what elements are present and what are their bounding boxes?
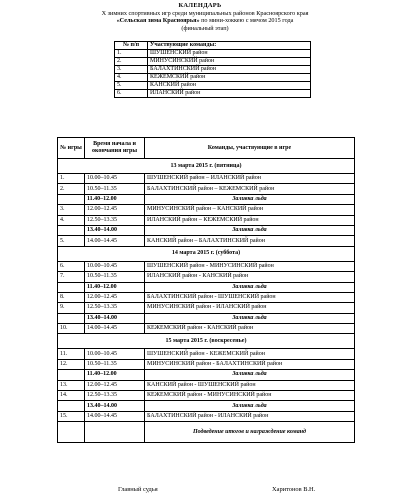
game-time: 10.00–10.45	[85, 174, 145, 184]
game-number: 12.	[58, 359, 85, 369]
ice-break-row	[58, 401, 355, 411]
teams-row	[115, 58, 311, 66]
game-time: 10.50–11.35	[85, 184, 145, 194]
teams-col-teams: Участвующие команды:	[148, 42, 311, 50]
teams-table-header	[115, 42, 311, 50]
game-row	[58, 215, 355, 225]
game-time: 10.00–10.45	[85, 349, 145, 359]
teams-row	[115, 66, 311, 74]
game-time: 11.40–12.00	[85, 194, 145, 204]
team-number: 1.	[115, 50, 148, 58]
team-name: ШУШЕНСКИЙ район	[148, 50, 311, 58]
game-row	[58, 174, 355, 184]
game-number	[58, 401, 85, 411]
intro-line-1: X зимних спортивных игр среди муниципальных районов Красноярского края	[101, 10, 309, 17]
game-number: 8.	[58, 292, 85, 302]
game-time: 13.40–14.00	[85, 313, 145, 323]
ice-break-row	[58, 225, 355, 235]
game-time: 12.00–12.45	[85, 380, 145, 390]
game-teams: КАНСКИЙ район - ШУШЕНСКИЙ район	[145, 380, 355, 390]
ice-break-label: Заливка льда	[145, 282, 355, 292]
game-time: 14.00–14.45	[85, 236, 145, 246]
ice-break-label: Заливка льда	[145, 370, 355, 380]
day-header-row	[58, 246, 355, 261]
game-time: 10.00–10.45	[85, 261, 145, 271]
game-number: 10.	[58, 324, 85, 334]
game-time: 10.50–11.35	[85, 359, 145, 369]
schedule-col-time: Время начала и окончания игры	[85, 138, 145, 159]
game-teams: ШУШЕНСКИЙ район - КЕЖЕМСКИЙ район	[145, 349, 355, 359]
game-teams: ШУШЕНСКИЙ район – ИЛАНСКИЙ район	[145, 174, 355, 184]
ice-break-label: Заливка льда	[145, 401, 355, 411]
game-row	[58, 324, 355, 334]
game-number: 1.	[58, 174, 85, 184]
game-number: 6.	[58, 261, 85, 271]
game-number: 15.	[58, 411, 85, 421]
team-name: ИЛАНСКИЙ район	[148, 90, 311, 98]
ice-break-label: Заливка льда	[145, 194, 355, 204]
game-time: 11.40–12.00	[85, 282, 145, 292]
game-time: 13.40–14.00	[85, 225, 145, 235]
game-number: 2.	[58, 184, 85, 194]
game-row	[58, 272, 355, 282]
ice-break-label: Заливка льда	[145, 225, 355, 235]
game-time: 12.00–12.45	[85, 292, 145, 302]
team-name: КЕЖЕМСКИЙ район	[148, 74, 311, 82]
game-row	[58, 261, 355, 271]
game-row	[58, 236, 355, 246]
schedule-table-header	[58, 138, 355, 159]
game-teams: КЕЖЕМСКИЙ район - МИНУСИНСКИЙ район	[145, 391, 355, 401]
game-row	[58, 292, 355, 302]
game-teams: МИНУСИНСКИЙ район - ИЛАНСКИЙ район	[145, 303, 355, 313]
game-row	[58, 184, 355, 194]
final-empty-time	[85, 422, 145, 443]
teams-table	[114, 41, 311, 98]
teams-table-body	[115, 50, 311, 98]
game-row	[58, 380, 355, 390]
game-teams: КАНСКИЙ район – БАЛАХТИНСКИЙ район	[145, 236, 355, 246]
intro-line-2-rest: по мини-хоккею с мячом 2015 года	[199, 17, 294, 25]
game-number	[58, 370, 85, 380]
game-row	[58, 411, 355, 421]
day-title: 13 марта 2015 г. (пятница)	[58, 159, 355, 174]
game-teams: БАЛАХТИНСКИЙ район - ИЛАНСКИЙ район	[145, 411, 355, 421]
game-teams: ШУШЕНСКИЙ район - МИНУСИНСКИЙ район	[145, 261, 355, 271]
team-name: БАЛАХТИНСКИЙ район	[148, 66, 311, 74]
game-time: 12.50–13.35	[85, 215, 145, 225]
final-row	[58, 422, 355, 443]
game-row	[58, 205, 355, 215]
game-number	[58, 194, 85, 204]
game-time: 12.50–13.35	[85, 391, 145, 401]
schedule-col-num: № игры	[58, 138, 85, 159]
ice-break-row	[58, 370, 355, 380]
intro-stage: (финальный этап)	[181, 24, 229, 32]
game-teams: БАЛАХТИНСКИЙ район - ШУШЕНСКИЙ район	[145, 292, 355, 302]
team-number: 5.	[115, 82, 148, 90]
game-number: 11.	[58, 349, 85, 359]
team-number: 4.	[115, 74, 148, 82]
document-intro	[60, 10, 350, 32]
team-name: МИНУСИНСКИЙ район	[148, 58, 311, 66]
game-time: 10.50–11.35	[85, 272, 145, 282]
game-row	[58, 349, 355, 359]
final-empty-num	[58, 422, 85, 443]
teams-row	[115, 74, 311, 82]
game-number: 9.	[58, 303, 85, 313]
teams-col-num: № п/п	[115, 42, 148, 50]
event-name: «Сельская зима Красноярья»	[116, 17, 200, 25]
game-teams: ИЛАНСКИЙ район – КЕЖЕМСКИЙ район	[145, 215, 355, 225]
intro-line-2	[60, 17, 350, 24]
day-header-row	[58, 334, 355, 349]
game-time: 14.00–14.45	[85, 411, 145, 421]
day-title: 15 марта 2015 г. (воскресенье)	[58, 334, 355, 349]
document-title: КАЛЕНДАРЬ	[178, 2, 222, 9]
schedule-col-teams: Команды, участвующие в игре	[145, 138, 355, 159]
game-number: 5.	[58, 236, 85, 246]
game-number	[58, 282, 85, 292]
game-time: 13.40–14.00	[85, 401, 145, 411]
day-title: 14 марта 2015 г. (суббота)	[58, 246, 355, 261]
game-time: 14.00–14.45	[85, 324, 145, 334]
game-teams: МИНУСИНСКИЙ район - БАЛАХТИНСКИЙ район	[145, 359, 355, 369]
teams-row	[115, 90, 311, 98]
game-teams: БАЛАХТИНСКИЙ район – КЕЖЕМСКИЙ район	[145, 184, 355, 194]
game-row	[58, 359, 355, 369]
ice-break-row	[58, 282, 355, 292]
signature-name: Харитонов В.Н.	[272, 486, 316, 493]
game-number	[58, 313, 85, 323]
ice-break-row	[58, 313, 355, 323]
ice-break-row	[58, 194, 355, 204]
game-time: 12.50–13.35	[85, 303, 145, 313]
teams-row	[115, 50, 311, 58]
teams-row	[115, 82, 311, 90]
game-time: 11.40–12.00	[85, 370, 145, 380]
game-row	[58, 391, 355, 401]
game-teams: МИНУСИНСКИЙ район – КАНСКИЙ район	[145, 205, 355, 215]
ice-break-label: Заливка льда	[145, 313, 355, 323]
game-time: 12.00–12.45	[85, 205, 145, 215]
schedule-table-body	[58, 159, 355, 443]
game-row	[58, 303, 355, 313]
final-ceremony: Подведение итогов и награждение команд	[145, 422, 355, 443]
schedule-table	[57, 137, 355, 443]
game-number: 13.	[58, 380, 85, 390]
signature-role: Главный судья	[118, 486, 158, 493]
game-number: 7.	[58, 272, 85, 282]
game-number: 4.	[58, 215, 85, 225]
game-teams: КЕЖЕМСКИЙ район - КАНСКИЙ район	[145, 324, 355, 334]
game-number	[58, 225, 85, 235]
game-number: 14.	[58, 391, 85, 401]
team-number: 3.	[115, 66, 148, 74]
team-name: КАНСКИЙ район	[148, 82, 311, 90]
game-teams: ИЛАНСКИЙ район - КАНСКИЙ район	[145, 272, 355, 282]
day-header-row	[58, 159, 355, 174]
game-number: 3.	[58, 205, 85, 215]
team-number: 6.	[115, 90, 148, 98]
team-number: 2.	[115, 58, 148, 66]
